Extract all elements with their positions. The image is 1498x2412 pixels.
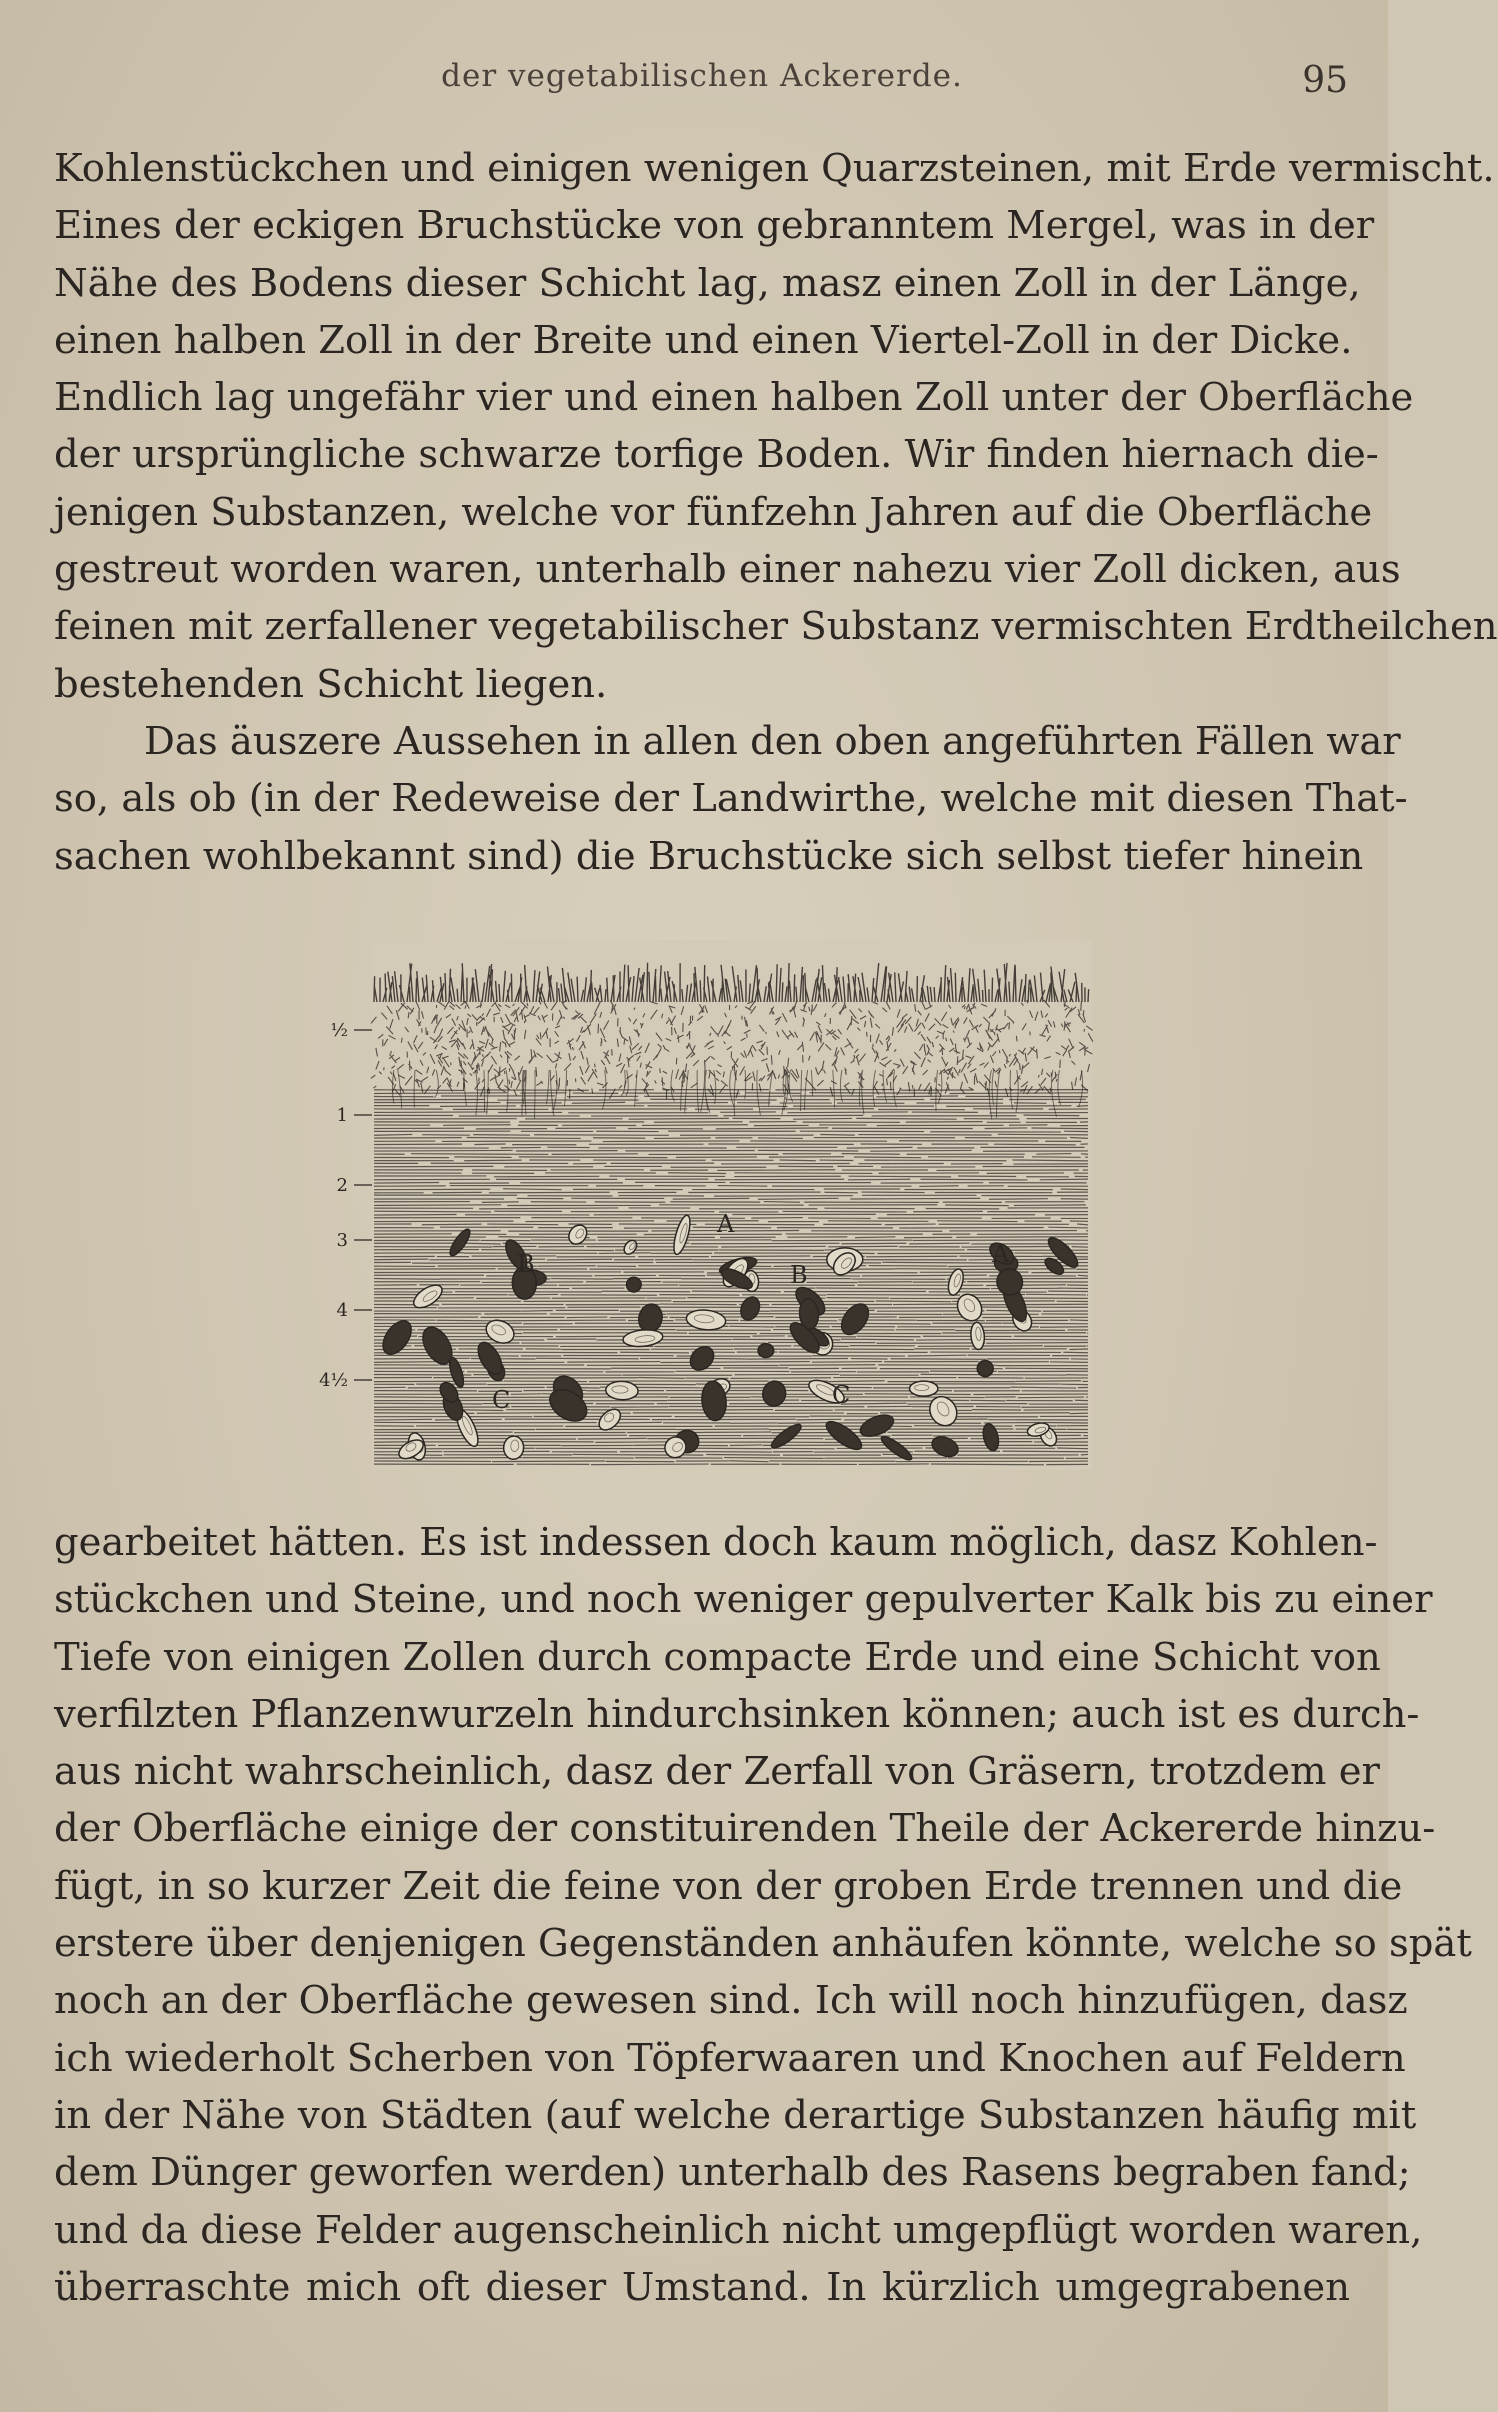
fragment-letter: B <box>517 1250 535 1278</box>
text-line: stückchen und Steine, und noch weniger gepulverter Kalk bis zu einer <box>54 1577 1433 1623</box>
fragment <box>605 1381 638 1401</box>
running-head: der vegetabilischen Ackererde. <box>441 58 963 94</box>
text-line: noch an der Oberfläche gewesen sind. Ich will noch hinzufügen, dasz <box>54 1978 1408 2024</box>
text-line: fügt, in so kurzer Zeit die feine von der groben Erde trennen und die <box>54 1863 1403 1909</box>
fragment-letter: C <box>832 1381 851 1409</box>
depth-label: 1 <box>336 1105 348 1126</box>
page-number: 95 <box>1302 60 1348 101</box>
depth-label: 3 <box>336 1230 348 1251</box>
text-line: so, als ob (in der Redeweise der Landwirthe, welche mit diesen That- <box>54 776 1408 822</box>
depth-label: ½ <box>330 1020 348 1041</box>
depth-label: 4½ <box>319 1370 348 1391</box>
fragment-letter: A <box>992 1240 1010 1268</box>
fragment-letter: B <box>790 1261 808 1289</box>
text-line: gearbeitet hätten. Es ist indessen doch kaum möglich, dasz Kohlen- <box>54 1520 1378 1565</box>
text-line: sachen wohlbekannt sind) die Bruchstücke sich selbst tiefer hinein <box>54 833 1364 879</box>
text-line: der Oberfläche einige der constituirenden Theile der Ackererde hinzu- <box>54 1806 1436 1852</box>
depth-scale <box>319 1020 372 1391</box>
depth-label: 2 <box>336 1175 348 1196</box>
text-line: feinen mit zerfallener vegetabilischer Substanz vermischten Erdtheilchen <box>54 604 1498 650</box>
text-block-top <box>54 140 1498 885</box>
soil-section-figure <box>319 940 1092 1470</box>
text-line: einen halben Zoll in der Breite und einen Viertel-Zoll in der Dicke. <box>54 317 1353 363</box>
page-header <box>56 58 1348 108</box>
fragment <box>758 1343 774 1357</box>
text-line: Das äuszere Aussehen in allen den oben angeführten Fällen war <box>144 718 1401 764</box>
fragment <box>910 1381 938 1396</box>
text-line: aus nicht wahrscheinlich, dasz der Zerfall von Gräsern, trotzdem er <box>54 1749 1380 1795</box>
text-block-bottom <box>54 1514 1472 2316</box>
text-line: in der Nähe von Städten (auf welche derartige Substanzen häufig mit <box>54 2092 1417 2138</box>
text-line: der ursprüngliche schwarze torfige Boden. Wir finden hiernach die- <box>54 432 1379 478</box>
text-line: verfilzten Pflanzenwurzeln hindurchsinken können; auch ist es durch- <box>54 1691 1420 1737</box>
text-line: gestreut worden waren, unterhalb einer nahezu vier Zoll dicken, aus <box>54 547 1401 593</box>
fragment-letter: A <box>717 1210 735 1238</box>
text-line: erstere über denjenigen Gegenständen anhäufen könnte, welche so spät <box>54 1921 1472 1967</box>
depth-label: 4 <box>336 1300 348 1321</box>
fragment-letter: C <box>492 1386 511 1414</box>
text-line: Eines der eckigen Bruchstücke von gebranntem Mergel, was in der <box>54 203 1375 249</box>
text-line: und da diese Felder augenscheinlich nicht umgepflügt worden waren, <box>54 2207 1423 2253</box>
text-line: Nähe des Bodens dieser Schicht lag, masz einen Zoll in der Länge, <box>54 260 1361 306</box>
text-line: Endlich lag ungefähr vier und einen halben Zoll unter der Oberfläche <box>54 375 1414 421</box>
text-line: ich wiederholt Scherben von Töpferwaaren und Knochen auf Feldern <box>54 2035 1406 2081</box>
text-line: jenigen Substanzen, welche vor fünfzehn Jahren auf die Oberfläche <box>54 489 1373 535</box>
text-line: bestehenden Schicht liegen. <box>54 661 608 707</box>
soil-section-illustration <box>319 940 1092 1470</box>
text-line: dem Dünger geworfen werden) unterhalb des Rasens begraben fand; <box>54 2150 1411 2196</box>
text-line: überraschte mich oft dieser Umstand. In kürzlich umgegrabenen <box>54 2264 1350 2310</box>
text-line: Tiefe von einigen Zollen durch compacte Erde und eine Schicht von <box>54 1634 1381 1680</box>
text-line: Kohlenstückchen und einigen wenigen Quarzsteinen, mit Erde vermischt. <box>54 146 1495 191</box>
